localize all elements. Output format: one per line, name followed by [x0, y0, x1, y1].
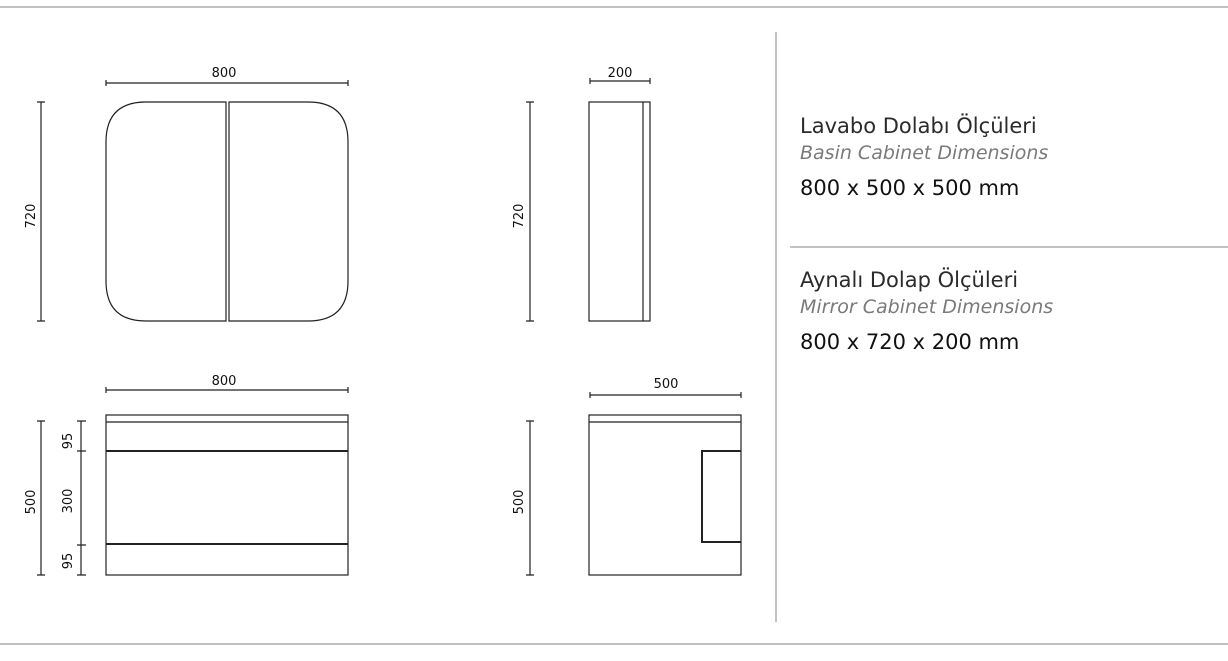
basin-spec-size: 800 x 500 x 500 mm — [800, 176, 1020, 200]
basin-side-view — [512, 377, 741, 575]
basin-front-middle-label: 300 — [61, 488, 76, 514]
mirror-right-door — [229, 102, 348, 321]
basin-side-height-label: 500 — [512, 489, 527, 515]
basin-front-top-label: 95 — [61, 432, 76, 450]
basin-front-width-label: 800 — [211, 374, 237, 389]
mirror-spec-subtitle: Mirror Cabinet Dimensions — [800, 296, 1054, 318]
mirror-spec-block — [800, 268, 1220, 354]
basin-side-body — [589, 415, 741, 575]
mirror-side-depth-label: 200 — [607, 66, 633, 81]
basin-spec-block — [800, 114, 1220, 200]
mirror-spec-title: Aynalı Dolap Ölçüleri — [800, 268, 1019, 292]
basin-front-body — [106, 415, 348, 575]
basin-front-view — [24, 374, 348, 575]
mirror-spec-size: 800 x 720 x 200 mm — [800, 330, 1020, 354]
basin-spec-title: Lavabo Dolabı Ölçüleri — [800, 114, 1037, 138]
mirror-side-view — [512, 66, 650, 321]
mirror-front-height-label: 720 — [24, 203, 39, 229]
basin-side-recess — [702, 451, 741, 542]
mirror-side-body — [589, 102, 650, 321]
basin-front-height-label: 500 — [24, 489, 39, 515]
basin-front-drawer-dimensions — [77, 421, 86, 575]
basin-front-bottom-label: 95 — [61, 552, 76, 570]
mirror-side-height-label: 720 — [512, 203, 527, 229]
basin-side-height-dimension — [526, 421, 534, 575]
basin-side-depth-label: 500 — [653, 377, 679, 392]
basin-spec-subtitle: Basin Cabinet Dimensions — [800, 142, 1049, 164]
mirror-front-view — [24, 66, 348, 321]
mirror-left-door — [106, 102, 226, 321]
mirror-side-height-dimension — [526, 102, 534, 321]
mirror-front-width-label: 800 — [211, 66, 237, 81]
basin-side-depth-dimension — [590, 392, 741, 398]
